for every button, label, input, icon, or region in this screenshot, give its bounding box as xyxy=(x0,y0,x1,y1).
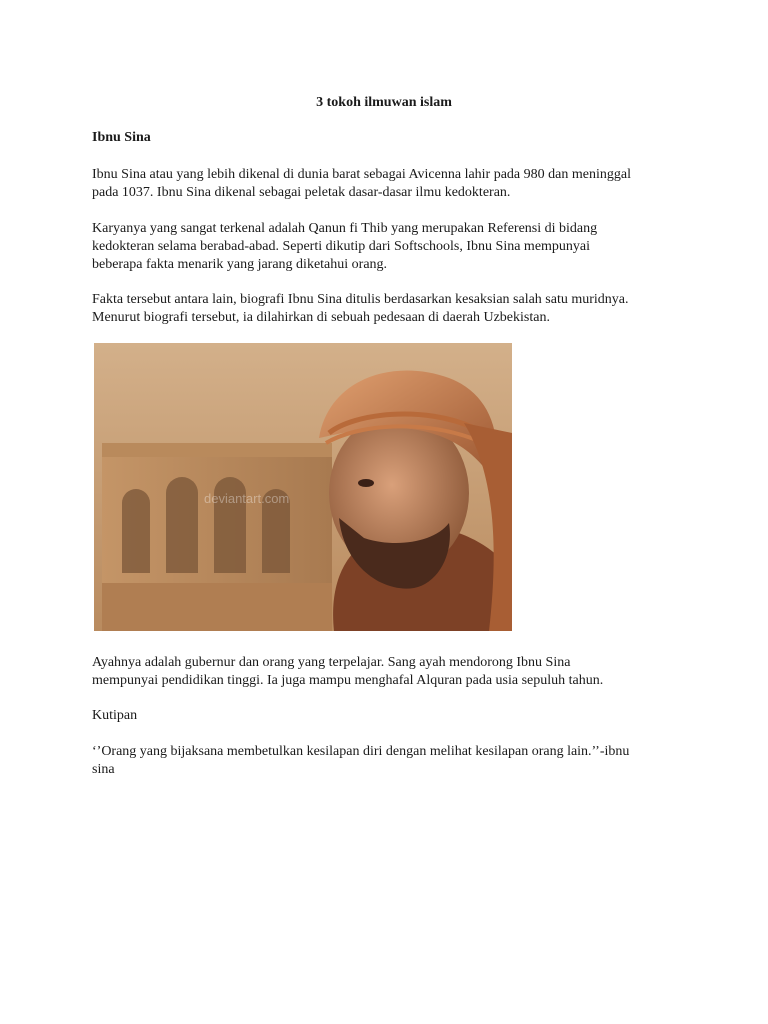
paragraph-birth xyxy=(92,166,682,202)
paragraph-line: ‘’Orang yang bijaksana membetulkan kesilapan diri dengan melihat kesilapan orang lain.’’-ibnu xyxy=(92,744,630,759)
paragraph-quote xyxy=(92,743,682,779)
paragraph-line: Kutipan xyxy=(92,708,138,723)
paragraph-line: Karyanya yang sangat terkenal adalah Qanun fi Thib yang merupakan Referensi di bidang xyxy=(92,221,598,236)
paragraph-quote-label xyxy=(92,707,682,725)
paragraph-line: pada 1037. Ibnu Sina dikenal sebagai peletak dasar-dasar ilmu kedokteran. xyxy=(92,185,511,200)
paragraph-father xyxy=(92,654,682,690)
section-heading: Ibnu Sina xyxy=(92,130,151,145)
paragraph-line: kedokteran selama berabad-abad. Seperti dikutip dari Softschools, Ibnu Sina mempunyai xyxy=(92,239,591,254)
paragraph-line: mempunyai pendidikan tinggi. Ia juga mampu menghafal Alquran pada usia sepuluh tahun. xyxy=(92,673,604,688)
building-illustration xyxy=(102,443,332,631)
image-watermark: deviantart.com xyxy=(204,491,290,506)
paragraph-line: Menurut biografi tersebut, ia dilahirkan di sebuah pedesaan di daerah Uzbekistan. xyxy=(92,310,550,325)
ibnu-sina-portrait-image xyxy=(94,343,512,631)
paragraph-line: beberapa fakta menarik yang jarang diketahui orang. xyxy=(92,257,388,272)
paragraph-line: Ayahnya adalah gubernur dan orang yang terpelajar. Sang ayah mendorong Ibnu Sina xyxy=(92,655,571,670)
paragraph-line: Ibnu Sina atau yang lebih dikenal di dunia barat sebagai Avicenna lahir pada 980 dan meninggal xyxy=(92,167,631,182)
paragraph-work xyxy=(92,220,682,274)
paragraph-line: Fakta tersebut antara lain, biografi Ibnu Sina ditulis berdasarkan kesaksian salah satu muridnya. xyxy=(92,292,629,307)
paragraph-line: sina xyxy=(92,762,115,777)
paragraph-facts xyxy=(92,291,682,327)
document-title: 3 tokoh ilmuwan islam xyxy=(316,95,452,110)
